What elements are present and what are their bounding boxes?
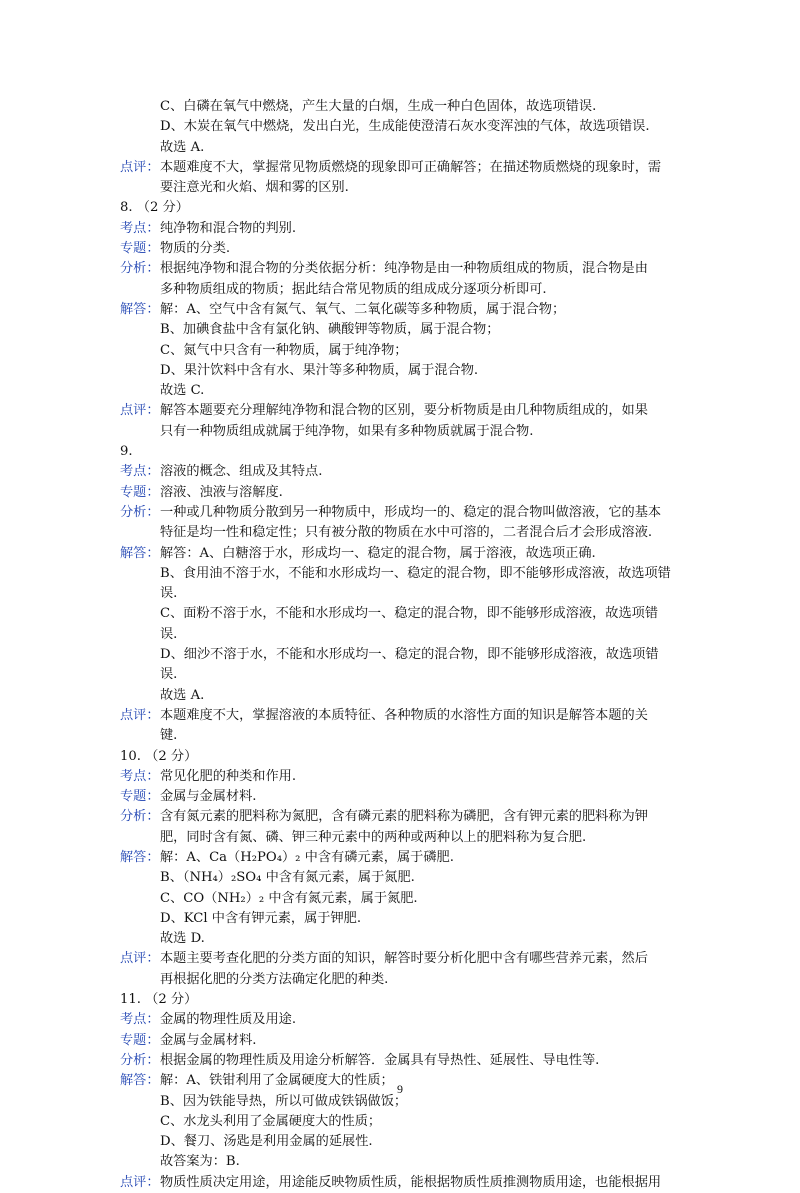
q10-kaodian-text: 常见化肥的种类和作用.: [160, 768, 297, 784]
q10-kaodian: [120, 767, 690, 787]
page-content: [120, 97, 690, 1193]
q9-dianping: [120, 706, 690, 726]
q9-fenxi: [120, 503, 690, 523]
kaodian-label: 考点：: [120, 464, 160, 480]
kaodian-label: 考点：: [120, 220, 160, 236]
q11-dianping-text: 物质性质决定用途，用途能反映物质性质，能根据物质性质推测物质用途，也能根据用: [160, 1174, 662, 1190]
q11-kaodian: [120, 1010, 690, 1030]
q10-jieda-line-3: C、CO（NH₂）₂ 中含有氮元素，属于氮肥.: [160, 890, 418, 906]
q7-dianping-line-2: 要注意光和火焰、烟和雾的区别.: [160, 180, 349, 196]
q9-jieda-line-8: 故选 A.: [160, 687, 205, 703]
q11-jieda-line-1: 解：A、铁钳利用了金属硬度大的性质；: [160, 1073, 394, 1089]
q9-fenxi-line-1: 一种或几种物质分散到另一种物质中，形成均一的、稳定的混合物叫做溶液，它的基本: [160, 504, 662, 520]
q7-option-d: D、木炭在氧气中燃烧，发出白光，生成能使澄清石灰水变浑浊的气体，故选项错误.: [160, 119, 650, 135]
q10-dianping: [120, 949, 690, 969]
q10-fenxi-line-2: 肥，同时含有氮、磷、钾三种元素中的两种或两种以上的肥料称为复合肥.: [160, 829, 587, 845]
q10-fenxi-line-1: 含有氮元素的肥料称为氮肥，含有磷元素的肥料称为磷肥，含有钾元素的肥料称为钾: [160, 809, 648, 825]
q10-jieda-line-4: D、KCl 中含有钾元素，属于钾肥.: [160, 910, 362, 926]
q8-jieda-line-3: C、氮气中只含有一种物质，属于纯净物；: [160, 342, 408, 358]
q9-jieda-line-2: B、食用油不溶于水，不能和水形成均一、稳定的混合物，即不能够形成溶液，故选项错: [160, 565, 671, 581]
q10-dianping-line-2: 再根据化肥的分类方法确定化肥的种类.: [160, 971, 389, 987]
q10-jieda: [120, 848, 690, 868]
q10-jieda-line-2: B、（NH₄）₂SO₄ 中含有氮元素，属于氮肥.: [160, 870, 415, 886]
q9-dianping-line-2: 键.: [160, 728, 178, 744]
q11-jieda-line-2: B、因为铁能导热，所以可做成铁锅做饭；: [160, 1093, 408, 1109]
q11-kaodian-text: 金属的物理性质及用途.: [160, 1012, 297, 1028]
q10-number: 10. （2 分）: [120, 748, 198, 764]
q9-number: 9.: [120, 444, 133, 460]
q9-zhuanti-text: 溶液、浊液与溶解度.: [160, 484, 283, 500]
q9-jieda: [120, 544, 690, 564]
q9-jieda-line-4: C、面粉不溶于水，不能和水形成均一、稳定的混合物，即不能够形成溶液，故选项错: [160, 606, 659, 622]
q11-dianping: [120, 1173, 690, 1193]
q9-dianping-line-1: 本题难度不大，掌握溶液的本质特征、各种物质的水溶性方面的知识是解答本题的关: [160, 707, 648, 723]
q8-zhuanti: [120, 239, 690, 259]
jieda-label: 解答：: [120, 301, 160, 317]
zhuanti-label: 专题：: [120, 484, 160, 500]
jieda-label: 解答：: [120, 1073, 160, 1089]
q9-zhuanti: [120, 483, 690, 503]
fenxi-label: 分析：: [120, 504, 160, 520]
jieda-label: 解答：: [120, 849, 160, 865]
q11-zhuanti-text: 金属与金属材料.: [160, 1032, 257, 1048]
q10-fenxi: [120, 807, 690, 827]
q8-fenxi-line-2: 多种物质组成的物质；据此结合常见物质的组成成分逐项分析即可.: [160, 281, 547, 297]
q11-zhuanti: [120, 1031, 690, 1051]
dianping-label: 点评：: [120, 159, 160, 175]
q9-jieda-line-5: 误.: [160, 626, 178, 642]
q8-number: 8. （2 分）: [120, 200, 189, 216]
q9-kaodian-text: 溶液的概念、组成及其特点.: [160, 464, 323, 480]
zhuanti-label: 专题：: [120, 1032, 160, 1048]
q7-answer: 故选 A.: [160, 139, 205, 155]
q11-fenxi: [120, 1051, 690, 1071]
jieda-label: 解答：: [120, 545, 160, 561]
page-number: 9: [397, 1082, 403, 1096]
dianping-label: 点评：: [120, 707, 160, 723]
kaodian-label: 考点：: [120, 768, 160, 784]
q8-fenxi: [120, 259, 690, 279]
q8-jieda-line-2: B、加碘食盐中含有氯化钠、碘酸钾等物质，属于混合物；: [160, 322, 500, 338]
q8-jieda-line-1: 解：A、空气中含有氮气、氧气、二氧化碳等多种物质，属于混合物；: [160, 301, 566, 317]
dianping-label: 点评：: [120, 951, 160, 967]
q11-jieda-line-3: C、水龙头利用了金属硬度大的性质；: [160, 1113, 382, 1129]
q11-number: 11. （2 分）: [120, 992, 198, 1008]
dianping-label: 点评：: [120, 403, 160, 419]
fenxi-label: 分析：: [120, 261, 160, 277]
q8-jieda: [120, 300, 690, 320]
zhuanti-label: 专题：: [120, 241, 160, 257]
q9-jieda-line-7: 误.: [160, 667, 178, 683]
fenxi-label: 分析：: [120, 809, 160, 825]
q9-jieda-line-1: 解答：A、白糖溶于水，形成均一、稳定的混合物，属于溶液，故选项正确.: [160, 545, 596, 561]
q7-dianping: [120, 158, 690, 178]
q8-kaodian-text: 纯净物和混合物的判别.: [160, 220, 297, 236]
q10-answer: 故选 D.: [160, 931, 205, 947]
q11-jieda-line-4: D、餐刀、汤匙是利用金属的延展性.: [160, 1134, 373, 1150]
q9-kaodian: [120, 462, 690, 482]
dianping-label: 点评：: [120, 1174, 160, 1190]
q8-jieda-line-5: 故选 C.: [160, 383, 205, 399]
q10-jieda-line-1: 解：A、Ca（H₂PO₄）₂ 中含有磷元素，属于磷肥.: [160, 849, 454, 865]
kaodian-label: 考点：: [120, 1012, 160, 1028]
q10-dianping-line-1: 本题主要考查化肥的分类方面的知识，解答时要分析化肥中含有哪些营养元素，然后: [160, 951, 648, 967]
q11-fenxi-text: 根据金属的物理性质及用途分析解答．金属具有导热性、延展性、导电性等.: [160, 1052, 600, 1068]
q8-jieda-line-4: D、果汁饮料中含有水、果汁等多种物质，属于混合物.: [160, 362, 479, 378]
q9-jieda-line-6: D、细沙不溶于水，不能和水形成均一、稳定的混合物，即不能够形成溶液，故选项错: [160, 647, 659, 663]
zhuanti-label: 专题：: [120, 789, 160, 805]
q8-dianping-line-1: 解答本题要充分理解纯净物和混合物的区别，要分析物质是由几种物质组成的，如果: [160, 403, 648, 419]
q9-jieda-line-3: 误.: [160, 586, 178, 602]
fenxi-label: 分析：: [120, 1052, 160, 1068]
q8-dianping-line-2: 只有一种物质组成就属于纯净物，如果有多种物质就属于混合物.: [160, 423, 534, 439]
q11-jieda-line-5: 故答案为：B.: [160, 1154, 240, 1170]
q10-zhuanti: [120, 787, 690, 807]
q7-option-c: C、白磷在氧气中燃烧，产生大量的白烟，生成一种白色固体，故选项错误.: [160, 99, 597, 114]
q8-kaodian: [120, 219, 690, 239]
q8-zhuanti-text: 物质的分类.: [160, 241, 231, 257]
q8-fenxi-line-1: 根据纯净物和混合物的分类依据分析：纯净物是由一种物质组成的物质，混合物是由: [160, 261, 648, 277]
q9-fenxi-line-2: 特征是均一性和稳定性；只有被分散的物质在水中可溶的，二者混合后才会形成溶液.: [160, 525, 653, 541]
q8-dianping: [120, 401, 690, 421]
q7-dianping-line-1: 本题难度不大，掌握常见物质燃烧的现象即可正确解答；在描述物质燃烧的现象时，需: [160, 159, 662, 175]
q10-zhuanti-text: 金属与金属材料.: [160, 789, 257, 805]
